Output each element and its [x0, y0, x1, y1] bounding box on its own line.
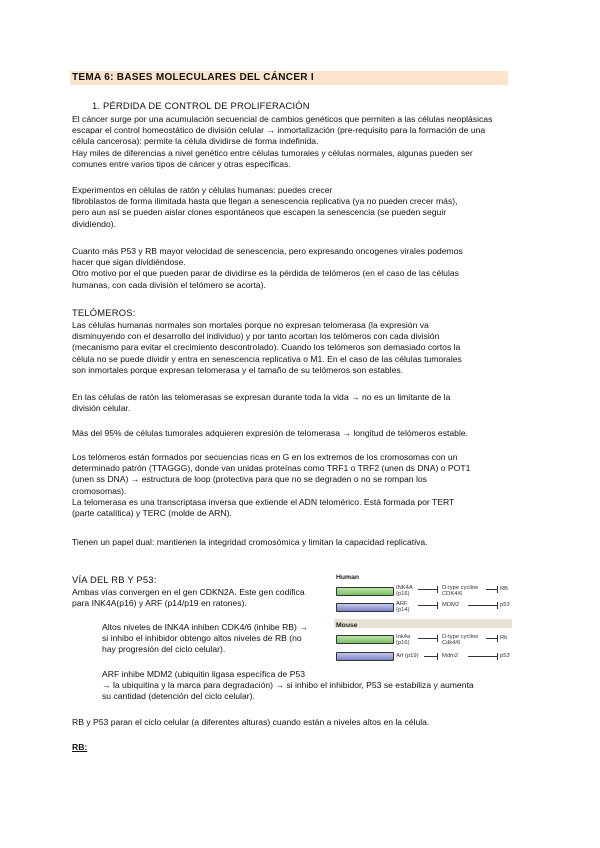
inhibit-arrow	[418, 605, 438, 606]
subheading-rb: RB:	[72, 742, 88, 752]
mouse-arf-label: Arf (p19)	[396, 653, 419, 659]
paragraph-telomeros-2: En las células de ratón las telomerasas se expresan durante toda la vida → no es un limitante de la división celular.	[72, 392, 451, 414]
inhibit-arrow	[418, 589, 438, 590]
paragraph-telomeros-1: Las células humanas normales son mortales porque no expresan telomerasa (la expresión va disminuyendo con el desarrollo del individuo) y por tanto acortan los telómeros con cada división (mecanismo para evitar el crecimiento descontrolado). Cuando los telómeros son demasiado cortos la célula no se puede dividir y entra en senescencia replicativa o M1. En el caso de las células tumorales son inmortales porque expresan telomerasa y el tamaño de su telómeros son estables.	[72, 320, 462, 375]
cdkn2a-pathway-figure	[334, 572, 512, 664]
mouse-arf-bar	[336, 652, 394, 661]
figure-human-label: Human	[336, 574, 360, 581]
paragraph-p53-rb: Cuanto más P53 y RB mayor velocidad de senescencia, pero expresando oncogenes virales podemos hacer que sigan dividiéndose. Otro motivo por el que pueden parar de dividirse es la pérdida de telómeros (en el caso de las células humanas, con cada división el telómero se acorta).	[72, 246, 463, 290]
figure-mouse-band	[334, 619, 512, 628]
paragraph-cdkn2a: Ambas vías convergen en el gen CDKN2A. Este gen codifica para INK4A(p16) y ARF (p14/p19 en ratones).	[72, 587, 305, 609]
figure-mouse-label: Mouse	[336, 622, 358, 629]
page-title: TEMA 6: BASES MOLECULARES DEL CÁNCER I	[72, 72, 314, 83]
section-heading-telomeros: TELÓMEROS:	[72, 307, 136, 318]
paragraph-telomeros-5: Tienen un papel dual: mantienen la integridad cromosómica y limitan la capacidad replicativa.	[72, 537, 428, 547]
mouse-mdm2-label: Mdm2	[442, 653, 459, 659]
paragraph-intro: El cáncer surge por una acumulación secuencial de cambios genéticos que permiten a las células neoplásicas escapar el control homeostático de división celular → inmortalización (pre-requisito para la formación de una célula cancerosa): permite la célula dividirse de forma indefinida. Hay miles de diferencias a nivel genético entre células tumorales y células normales, algunas pueden ser comunes entre varios tipos de cáncer y otras específicas.	[72, 114, 493, 169]
human-p53-label: p53	[500, 602, 510, 608]
inhibit-arrow	[486, 638, 498, 639]
human-mdm2-label: MDM2	[442, 602, 460, 608]
human-arf-bar	[336, 603, 394, 612]
inhibit-arrow	[486, 589, 498, 590]
human-arf-label: ARF (p14)	[396, 601, 410, 614]
paragraph-ink4a: Altos niveles de INK4A inhiben CDK4/6 (inhibe RB) → si inhibo el inhibidor obtengo altos niveles de RB (no hay progresión del ciclo celular).	[102, 622, 308, 655]
mouse-cyclin-label: D-type cycline Cdk4/6	[442, 634, 479, 647]
inhibit-arrow	[424, 656, 438, 657]
inhibit-arrow	[418, 638, 438, 639]
paragraph-experimentos: Experimentos en células de ratón y células humanas: puedes crecer fibroblastos de forma ilimitada hasta que llegan a senescencia replicativa (ya no pueden crecer más), pero aun así se pueden aislar clones espontáneos que escapen la senescencia (se pueden seguir dividiendo).	[72, 185, 458, 229]
paragraph-telomeros-3: Más del 95% de células tumorales adquieren expresión de telomerasa → longitud de telómeros estable.	[72, 428, 469, 438]
mouse-p53-label: p53	[500, 653, 510, 659]
inhibit-arrow	[468, 656, 498, 657]
mouse-rb-label: Rb	[500, 635, 508, 641]
section-heading-rb-p53: VÍA DEL RB Y P53:	[72, 574, 157, 585]
inhibit-arrow	[468, 605, 498, 606]
human-ink4a-bar	[336, 587, 394, 596]
paragraph-telomeros-4: Los telómeros están formados por secuencias ricas en G en los extremos de los cromosomas con un determinado patrón (TTAGGG), donde van unidas proteínas como TRF1 o TRF2 (unen ds DNA) o POT1 (unen ss DNA) → estructura de loop (protectiva para que no se degraden o no se rompan los cromosomas). La telomerasa es una transcriptasa inversa que extiende el ADN telomérico. Está formada por TERT (parte catalítica) y TERC (molde de ARN).	[72, 452, 471, 519]
paragraph-arf: ARF inhibe MDM2 (ubiquitin ligasa específica de P53 → la ubiquitina y la marca para degradación) → si inhibo el inhibidor, P53 se estabiliza y aumenta su cantidad (detención del ciclo celular).	[102, 669, 474, 702]
paragraph-rb-p53-stop: RB y P53 paran el ciclo celular (a diferentes alturas) cuando están a niveles altos en la célula.	[72, 717, 430, 727]
human-rb-label: RB	[500, 586, 509, 592]
section-heading-proliferacion: 1. PÉRDIDA DE CONTROL DE PROLIFERACIÓN	[92, 100, 310, 111]
mouse-ink4a-label: Ink4a (p16)	[396, 634, 411, 647]
human-cyclin-label: D-type cycline CDK4/6	[442, 585, 479, 598]
human-ink4a-label: INK4A (p16)	[396, 585, 413, 598]
mouse-ink4a-bar	[336, 635, 394, 644]
